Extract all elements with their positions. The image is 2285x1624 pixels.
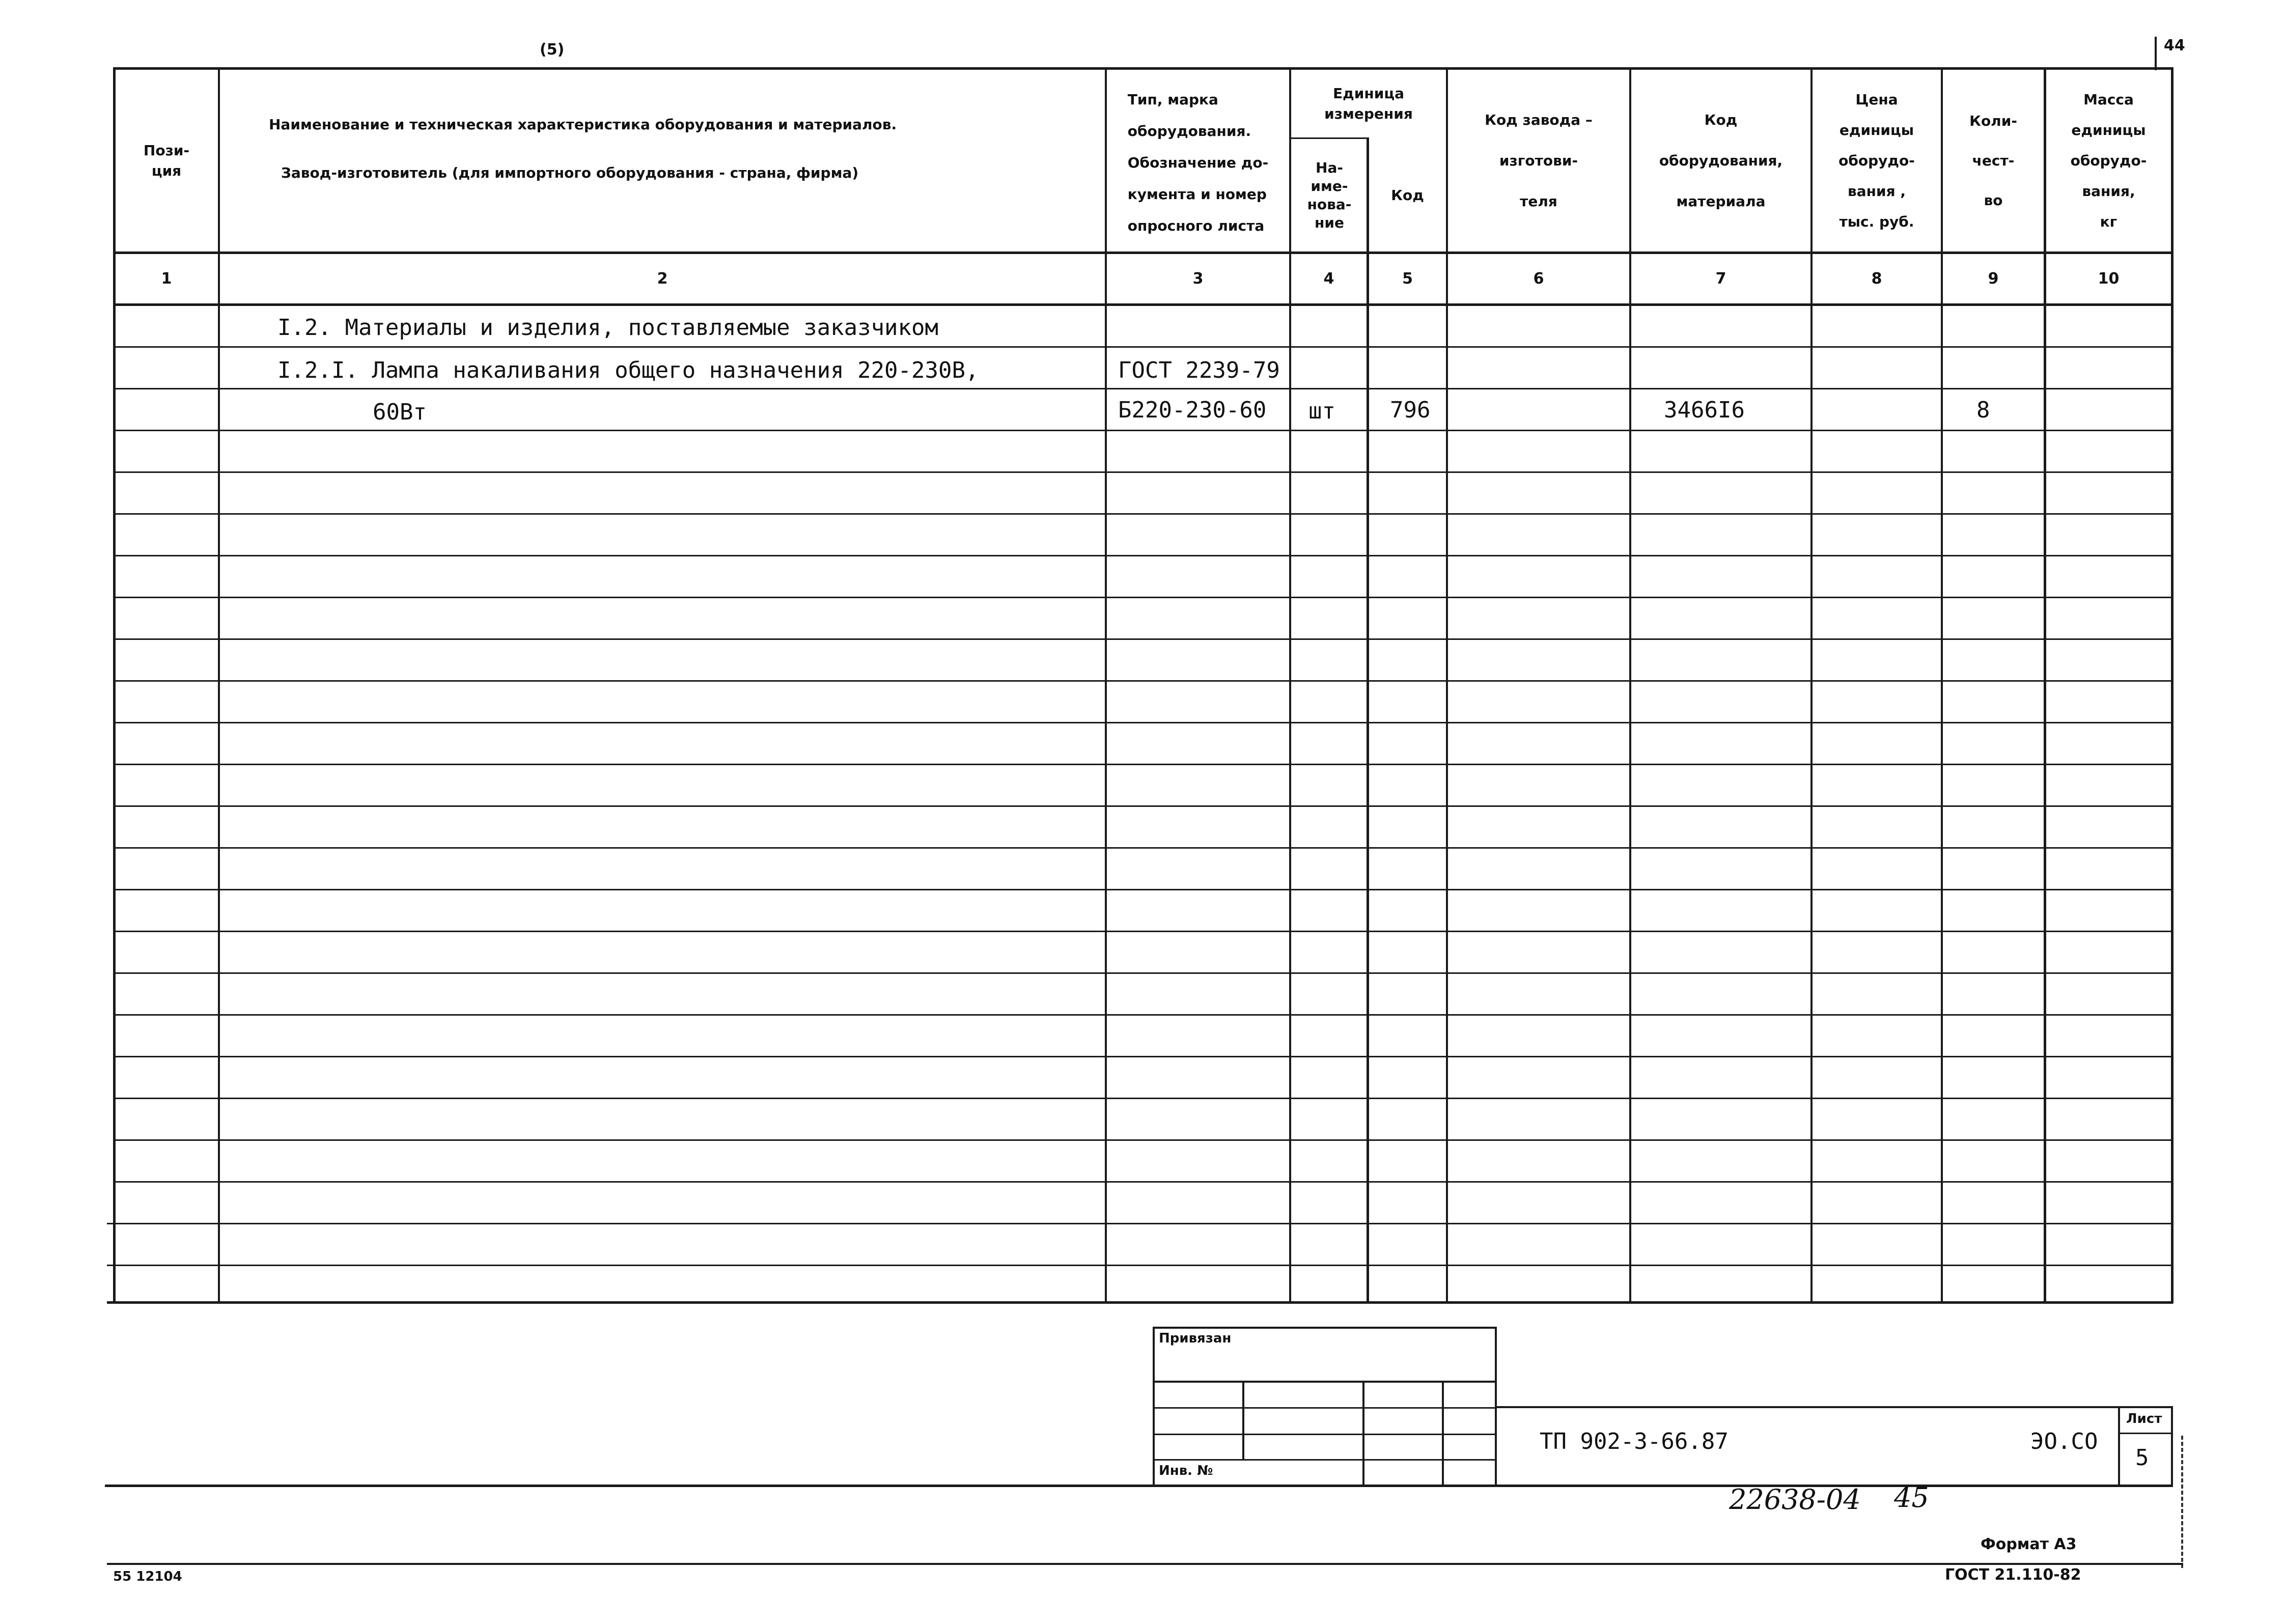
column-number-10: 10 xyxy=(2098,270,2120,288)
row-3-equipment-code: 3466I6 xyxy=(1664,397,1745,423)
footer-left-code: 55 12104 xyxy=(113,1569,182,1584)
footer-line xyxy=(107,1563,2183,1565)
row-2-document: ГОСТ 2239-79 xyxy=(1118,357,1280,383)
column-number-9: 9 xyxy=(1988,270,1999,288)
stamp-inventory-label: Инв. № xyxy=(1159,1463,1213,1478)
top-right-page-mark: 44 xyxy=(2164,37,2185,54)
row-line xyxy=(113,1056,2173,1057)
row-line xyxy=(113,1014,2173,1016)
stamp-vline-2 xyxy=(1362,1381,1364,1485)
column-number-2: 2 xyxy=(657,270,668,288)
table-left-border xyxy=(113,67,116,1303)
table-right-border xyxy=(2171,67,2173,1303)
row-line xyxy=(113,471,2173,473)
frame-bottom-line xyxy=(105,1485,2173,1487)
col-divider-8 xyxy=(1941,67,1943,1303)
header-name-line2: Завод-изготовитель (для импортного оборудования - страна, фирма) xyxy=(281,164,859,181)
top-right-tick xyxy=(2155,37,2157,70)
header-factory-code: Код завода – изготови- теля xyxy=(1485,111,1593,210)
column-number-5: 5 xyxy=(1402,270,1413,288)
row-line xyxy=(113,513,2173,515)
row-3-type: Б220-230-60 xyxy=(1118,397,1267,423)
stamp-line-4 xyxy=(1153,1459,1497,1461)
column-number-7: 7 xyxy=(1715,270,1726,288)
header-equipment-code: Код оборудования, материала xyxy=(1659,111,1783,210)
column-number-6: 6 xyxy=(1533,270,1544,288)
header-position: Пози- ция xyxy=(143,142,190,179)
col-divider-2 xyxy=(1105,67,1107,1303)
format-label: Формат А3 xyxy=(1981,1535,2077,1553)
header-unit-name: На- име- нова- ние xyxy=(1307,159,1352,231)
col-divider-9 xyxy=(2044,67,2046,1303)
row-2-name: I.2.I. Лампа накаливания общего назначения 220-230В, xyxy=(277,357,979,383)
row-line xyxy=(113,805,2173,807)
section-code: ЭО.СО xyxy=(2030,1429,2098,1454)
sheet-box-left xyxy=(2118,1406,2120,1486)
column-number-8: 8 xyxy=(1871,270,1882,288)
sheet-box-divider xyxy=(2118,1433,2173,1434)
stamp-line-2 xyxy=(1153,1407,1497,1409)
row-line xyxy=(113,1181,2173,1183)
stamp-vline-1 xyxy=(1242,1381,1244,1460)
handwritten-page: 45 xyxy=(1894,1481,1929,1514)
header-unit-group: Единица измерения xyxy=(1324,85,1413,122)
row-line xyxy=(113,931,2173,932)
col-divider-1 xyxy=(218,67,220,1303)
row-line xyxy=(113,1098,2173,1099)
document-code: ТП 902-3-66.87 xyxy=(1540,1429,1729,1454)
top-page-mark: (5) xyxy=(540,41,565,59)
row-line xyxy=(113,430,2173,431)
row-line xyxy=(113,764,2173,765)
column-number-row-border xyxy=(113,303,2173,306)
column-number-1: 1 xyxy=(161,270,172,288)
stamp-vline-3 xyxy=(1442,1381,1444,1485)
row-line xyxy=(113,722,2173,723)
footer-gost: ГОСТ 21.110-82 xyxy=(1945,1566,2081,1584)
col-divider-5 xyxy=(1446,67,1448,1303)
stamp-attached-label: Привязан xyxy=(1159,1331,1232,1346)
sheet-number: 5 xyxy=(2135,1445,2149,1471)
row-line xyxy=(113,346,2173,348)
header-unit-mass: Масса единицы оборудо- вания, кг xyxy=(2070,91,2147,230)
col-divider-6 xyxy=(1629,67,1631,1303)
stamp-top-border xyxy=(1153,1327,1497,1329)
header-unit-price: Цена единицы оборудо- вания , тыс. руб. xyxy=(1838,91,1915,230)
row-line xyxy=(107,1223,2173,1224)
col-divider-4 xyxy=(1367,137,1369,1303)
row-line xyxy=(113,597,2173,598)
sheet-label: Лист xyxy=(2126,1411,2162,1426)
header-type-document: Тип, марка оборудования. Обозначение до- кумента и номер опросного листа xyxy=(1127,91,1269,234)
row-3-name: 60Вт xyxy=(373,399,427,425)
right-margin-mark xyxy=(2181,1436,2183,1568)
row-line xyxy=(113,388,2173,389)
row-3-unit-code: 796 xyxy=(1390,397,1431,423)
row-3-unit: шт xyxy=(1308,398,1335,424)
stamp-line-3 xyxy=(1153,1434,1497,1435)
row-line xyxy=(113,555,2173,556)
header-unit-code: Код xyxy=(1391,186,1424,204)
stamp-right-border xyxy=(1495,1327,1497,1485)
row-line xyxy=(113,1139,2173,1141)
column-number-4: 4 xyxy=(1323,270,1334,288)
sheet-box-right xyxy=(2171,1406,2173,1486)
row-line xyxy=(113,847,2173,849)
stamp-left-border xyxy=(1153,1327,1155,1485)
col-divider-3 xyxy=(1289,67,1291,1303)
row-line xyxy=(113,680,2173,682)
table-bottom-border xyxy=(107,1301,2173,1304)
row-line xyxy=(107,1265,2173,1266)
col-divider-7 xyxy=(1810,67,1813,1303)
header-name-line1: Наименование и техническая характеристика оборудования и материалов. xyxy=(269,116,897,133)
row-line xyxy=(113,972,2173,974)
handwritten-number: 22638-04 xyxy=(1729,1483,1861,1516)
row-3-quantity: 8 xyxy=(1976,397,1990,423)
column-number-3: 3 xyxy=(1192,270,1204,288)
header-quantity: Коли- чест- во xyxy=(1969,112,2017,209)
row-line xyxy=(113,638,2173,640)
title-block-top xyxy=(1495,1406,2173,1408)
stamp-line-1 xyxy=(1153,1381,1497,1383)
row-line xyxy=(113,889,2173,890)
row-1-name: I.2. Материалы и изделия, поставляемые заказчиком xyxy=(277,315,939,341)
